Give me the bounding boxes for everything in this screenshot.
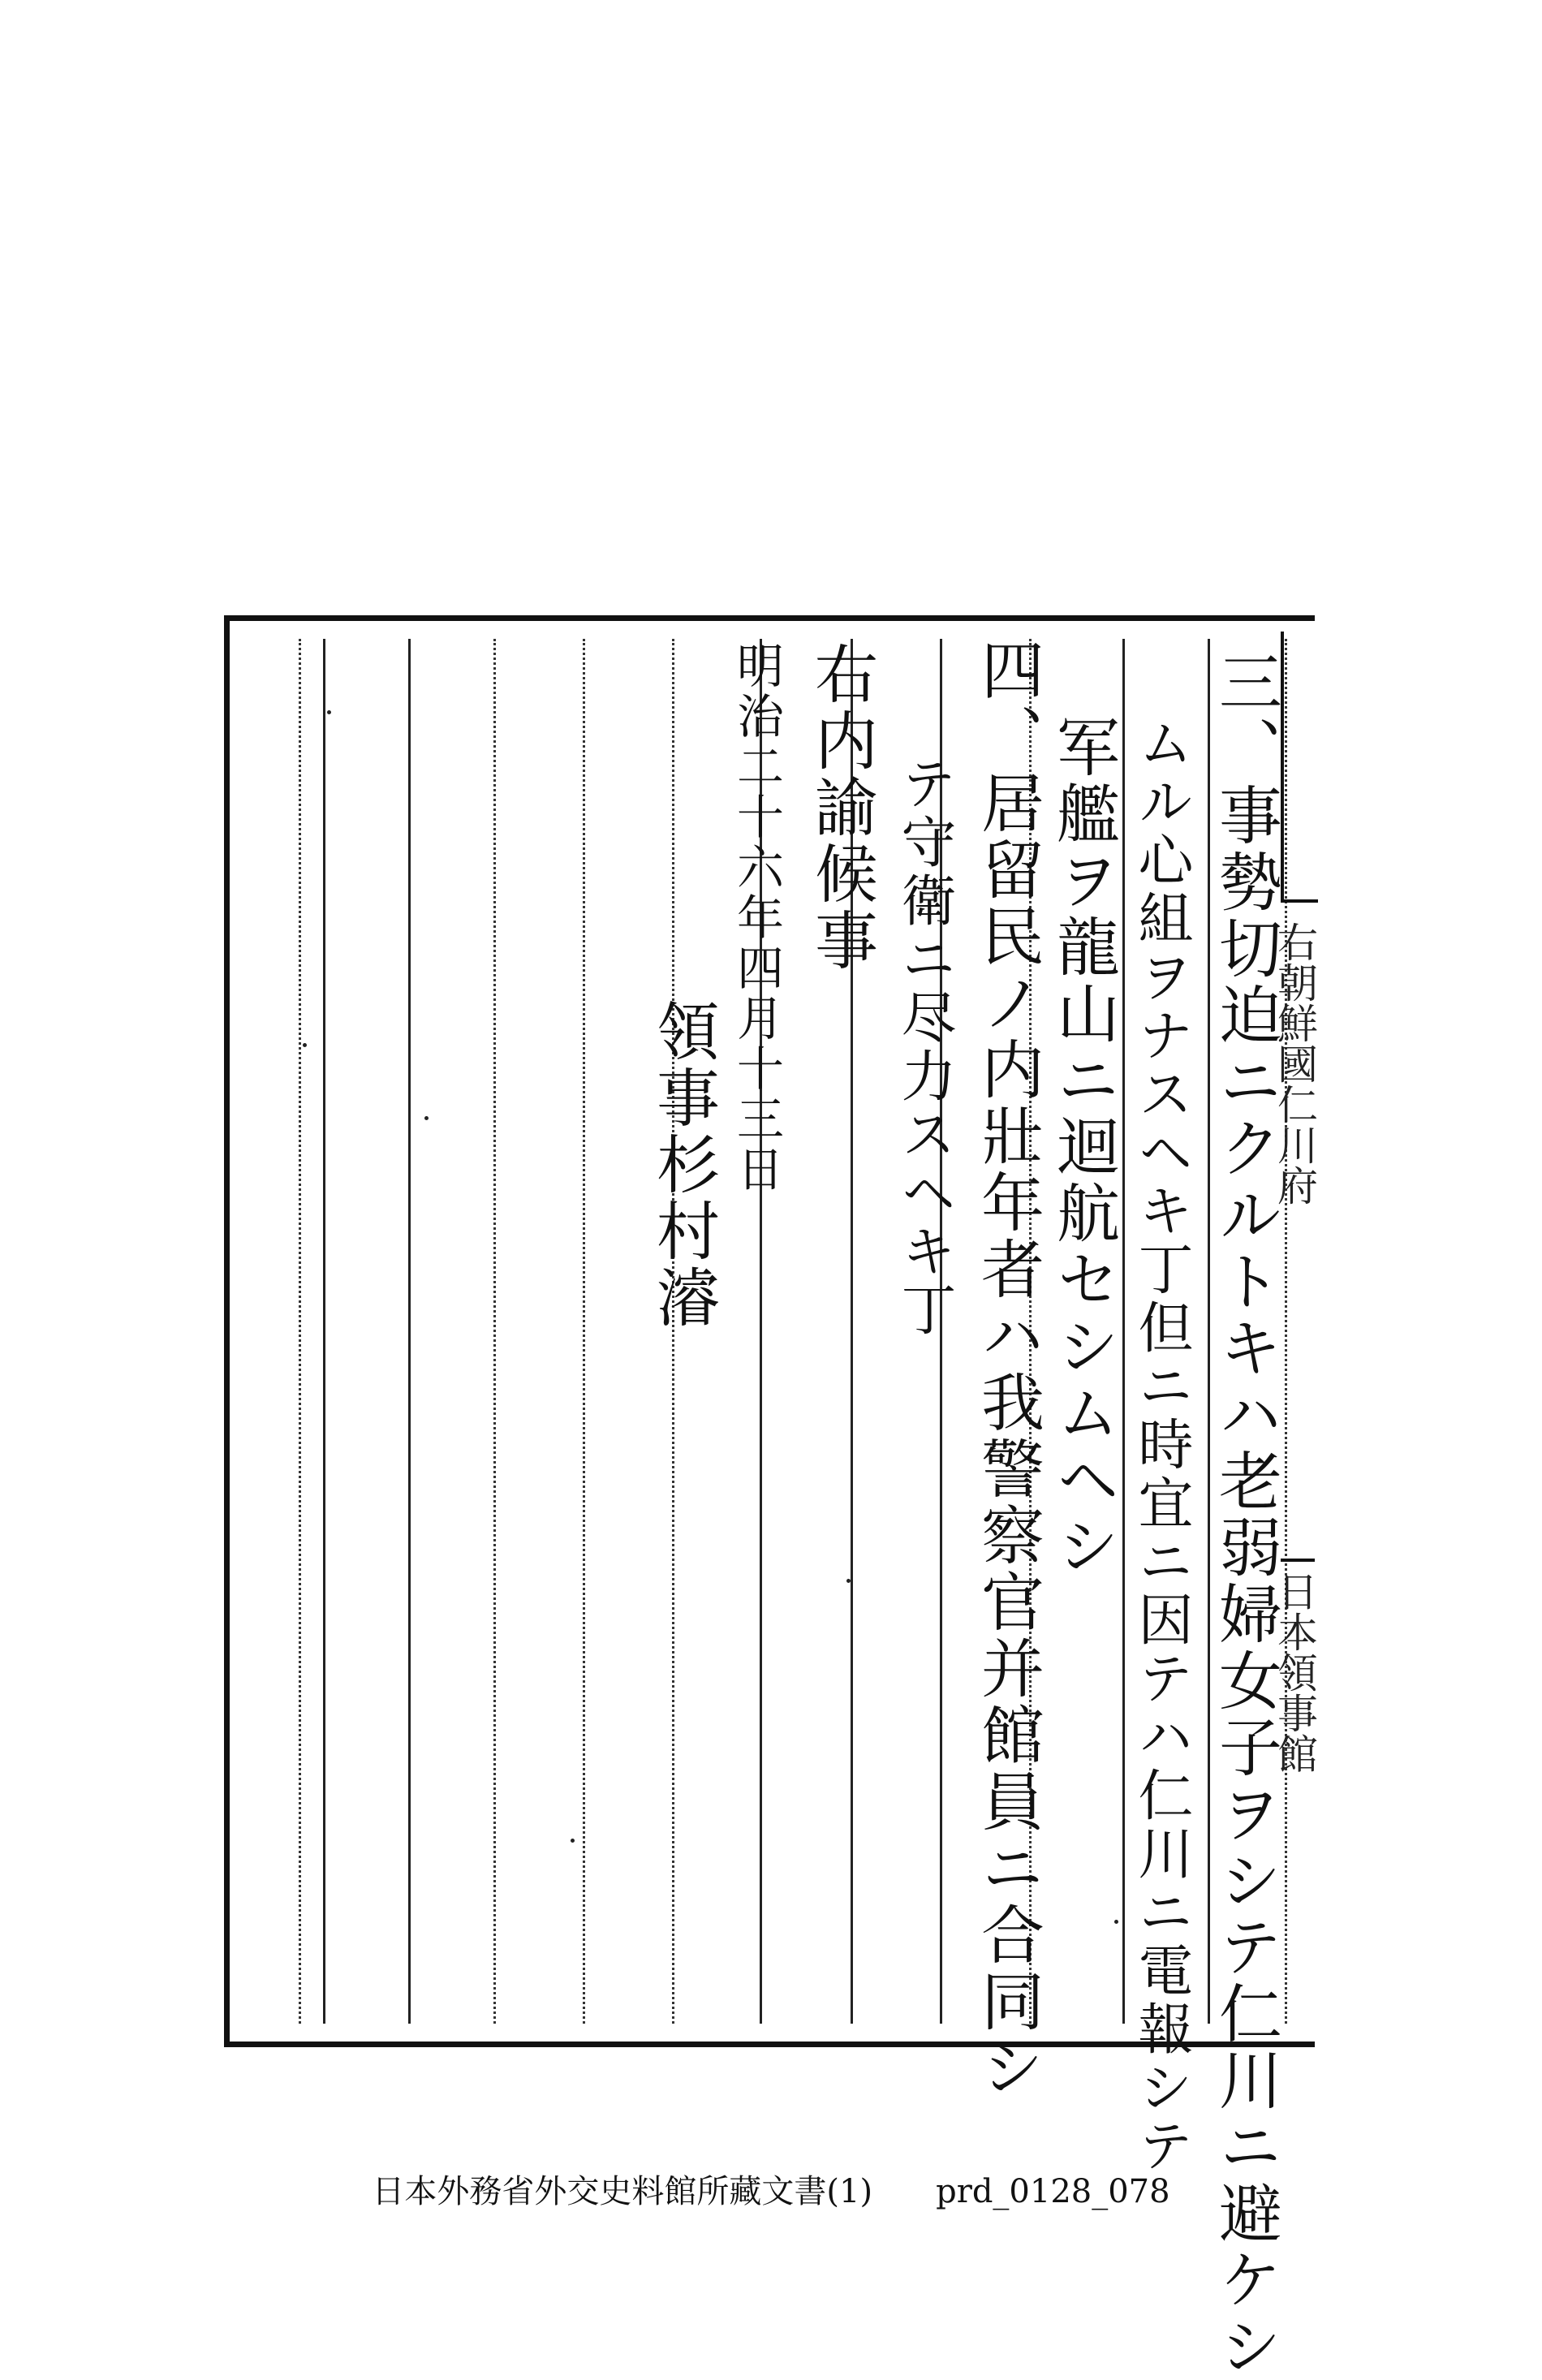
margin-frame-bottom <box>1281 1559 1315 1565</box>
archive-reference: prd_0128_078 <box>936 2173 1170 2210</box>
archive-collection: 日本外務省外交史料館所藏文書(1) <box>372 2173 873 2210</box>
ink-speck <box>846 1579 851 1583</box>
ink-speck <box>571 1839 575 1843</box>
column-rule <box>299 639 301 2024</box>
text-column-3: 军艦ヲ龍山ニ迴航セシムヘシ <box>1046 714 1119 1580</box>
date-line: 明治二十六年四月十三日 <box>729 641 784 1195</box>
margin-frame-top <box>1281 632 1318 903</box>
ink-speck <box>303 1043 307 1047</box>
archive-footer <box>0 2166 1542 2212</box>
closing-line: 右内諭候事 <box>804 641 877 974</box>
margin-text-bottom: 日本領事館 <box>1271 1571 1318 1774</box>
text-column-1: 三、事勢切迫ニクルトキハ老弱婦女子ヲシテ仁川ニ避ケシ <box>1208 649 1281 2380</box>
column-rule <box>1122 639 1125 2024</box>
margin-text-top: 右朝鮮國仁川府 <box>1271 921 1318 1205</box>
column-rule <box>583 639 585 2024</box>
text-column-5: テ守衛ニ尽力スヘキ丁 <box>892 755 956 1339</box>
ink-speck <box>424 1116 429 1120</box>
column-rule <box>493 639 496 2024</box>
ink-speck <box>327 710 331 714</box>
text-column-2: ムル心組ヲナスヘキ丁但ニ時宜ニ因テハ仁川ニ電報シテ <box>1129 714 1193 2175</box>
column-rule <box>672 639 674 2024</box>
column-rule <box>323 639 325 2024</box>
ink-speck <box>1114 1920 1118 1924</box>
column-rule <box>408 639 411 2024</box>
signature-line: 領事杉村濬 <box>646 998 719 1331</box>
text-column-4: 四、居留民ノ内壯年者ハ我警察官并館員ニ合同シ <box>971 637 1044 2102</box>
